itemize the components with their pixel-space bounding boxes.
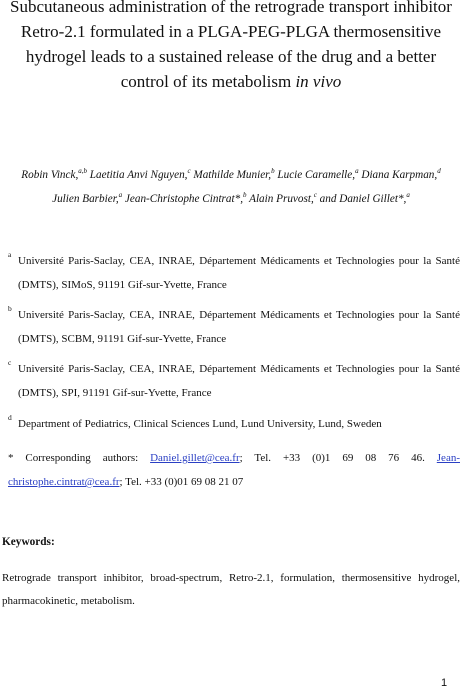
page-number: 1 [441,677,448,689]
author-name: Laetitia Anvi Nguyen, [87,169,188,181]
affiliation-text: Université Paris-Saclay, CEA, INRAE, Département Médicaments et Technologies pour la Santé (DMTS), SCBM, 91191 Gif-sur-Yvette, France [18,309,460,345]
author-affiliation-mark: c [313,191,317,199]
corresponding-label: * Corresponding authors: [8,452,151,464]
author-name: Diana Karpman, [358,169,438,181]
keywords-heading: Keywords: [2,536,55,548]
affiliation-mark: c [8,358,12,367]
email-link-gillet[interactable]: Daniel.gillet@cea.fr [150,452,240,464]
affiliation-a [8,249,460,297]
author-name: Lucie Caramelle, [274,169,356,181]
affiliation-mark: b [8,304,12,313]
phone-gillet: ; Tel. +33 (0)1 69 08 76 46. [239,452,437,464]
affiliation-b [8,303,460,351]
keywords-text: Retrograde transport inhibitor, broad-spectrum, Retro-2.1, formulation, thermosensitive hydrogel, pharmacokinetic, metabolism. [2,572,460,607]
affiliation-text: Department of Pediatrics, Clinical Sciences Lund, Lund University, Lund, Sweden [18,418,382,430]
affiliation-text: Université Paris-Saclay, CEA, INRAE, Département Médicaments et Technologies pour la Santé (DMTS), SIMoS, 91191 Gif-sur-Yvette, France [18,255,460,291]
title-text: Subcutaneous administration of the retrograde transport inhibitor Retro-2.1 formulated in a PLGA-PEG-PLGA thermosensitive hydrogel leads to a sustained release of the drug and a better control of its metabolism [10,0,452,91]
author-affiliation-mark: b [271,167,275,175]
author-affiliation-mark: b [243,191,247,199]
corresponding-authors [8,446,460,494]
author-affiliation-mark: a [406,191,410,199]
author-name: and Daniel Gillet*, [316,193,407,205]
author-affiliation-mark: c [187,167,191,175]
author-list [2,163,460,211]
affiliation-c [8,357,460,405]
affiliation-mark: a [8,250,12,259]
email-link-cintrat[interactable]: Jean-christophe.cintrat@cea.fr [8,452,460,488]
phone-cintrat: ; Tel. +33 (0)01 69 08 21 07 [119,476,244,488]
paper-title [2,0,460,94]
affiliation-d [8,412,460,436]
author-name: Julien Barbier, [52,193,119,205]
author-affiliation-mark: a [118,191,123,199]
author-name: Mathilde Munier, [190,169,272,181]
author-affiliation-mark: a,b [78,167,87,175]
author-affiliation-mark: d [437,167,441,175]
author-name: Jean-Christophe Cintrat*, [122,193,244,205]
author-name: Alain Pruvost, [246,193,314,205]
affiliation-mark: d [8,413,12,422]
author-affiliation-mark: a [355,167,359,175]
title-italic: in vivo [295,72,342,91]
affiliation-text: Université Paris-Saclay, CEA, INRAE, Département Médicaments et Technologies pour la Santé (DMTS), SPI, 91191 Gif-sur-Yvette, France [18,363,460,399]
author-name: Robin Vinck, [21,169,79,181]
